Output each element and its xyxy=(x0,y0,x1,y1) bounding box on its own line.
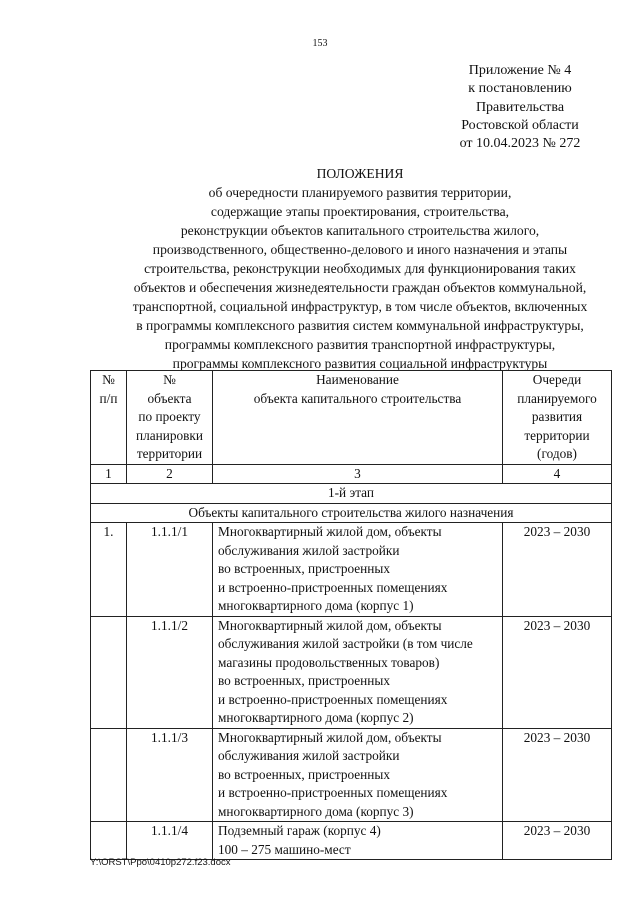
name-line: многоквартирного дома (корпус 3) xyxy=(218,803,414,819)
name-line: Многоквартирный жилой дом, объекты xyxy=(218,524,442,539)
column-number: 2 xyxy=(127,464,213,484)
name-line: обслуживания жилой застройки xyxy=(218,748,400,763)
title-line: программы комплексного развития социальной инфраструктуры xyxy=(172,356,548,371)
name-line: 100 – 275 машино-мест xyxy=(218,841,351,857)
header-line: территории xyxy=(524,427,590,443)
row-code: 1.1.1/1 xyxy=(127,523,213,617)
header-index xyxy=(91,371,127,465)
header-line: планируемого xyxy=(517,390,597,406)
name-line: Подземный гараж (корпус 4) xyxy=(218,823,381,838)
appendix-line: Приложение № 4 xyxy=(468,63,572,78)
column-number: 3 xyxy=(213,464,503,484)
column-number: 1 xyxy=(91,464,127,484)
name-line: многоквартирного дома (корпус 2) xyxy=(218,710,414,725)
section-row xyxy=(91,503,612,523)
row-period: 2023 – 2030 xyxy=(503,728,612,822)
row-code: 1.1.1/2 xyxy=(127,616,213,728)
title-line: реконструкции объектов капитального строительства жилого, xyxy=(180,223,540,238)
title-line: транспортной, социальной инфраструктур, в том числе объектов, включенных xyxy=(132,299,588,314)
header-line: Наименование xyxy=(316,372,399,387)
row-index xyxy=(91,616,127,728)
file-path-footer: Y:\ORST\Ppo\0410p272.f23.docx xyxy=(90,857,231,868)
row-name xyxy=(213,822,503,860)
stage-row xyxy=(91,484,612,504)
name-line: во встроенных, пристроенных xyxy=(218,673,390,688)
column-number-row xyxy=(91,464,612,484)
header-object-name xyxy=(213,371,503,465)
row-code: 1.1.1/3 xyxy=(127,728,213,822)
title-line: об очередности планируемого развития территории, xyxy=(208,185,512,200)
row-period: 2023 – 2030 xyxy=(503,616,612,728)
page-number: 153 xyxy=(312,38,328,49)
name-line: и встроенно-пристроенных помещениях xyxy=(218,691,448,707)
header-line: (годов) xyxy=(537,446,577,461)
title-line: производственного, общественно-делового и иного назначения и этапы xyxy=(152,242,568,257)
stage-label: 1-й этап xyxy=(91,484,612,504)
title-line: содержащие этапы проектирования, строительства, xyxy=(210,204,510,219)
table-header-row xyxy=(91,371,612,465)
objects-table xyxy=(90,370,612,860)
title-line: программы комплексного развития транспортной инфраструктуры, xyxy=(164,337,556,352)
row-name xyxy=(213,523,503,617)
row-period: 2023 – 2030 xyxy=(503,523,612,617)
header-line: развития xyxy=(531,409,583,424)
header-line: Очереди xyxy=(532,372,582,387)
header-line: территории xyxy=(136,446,203,461)
row-code: 1.1.1/4 xyxy=(127,822,213,860)
document-title xyxy=(80,164,640,373)
row-index: 1. xyxy=(91,523,127,617)
header-line: планировки xyxy=(135,427,204,443)
appendix-line: к постановлению xyxy=(468,81,572,97)
table-row xyxy=(91,523,612,617)
appendix-line: Правительства xyxy=(475,99,565,115)
name-line: во встроенных, пристроенных xyxy=(218,766,390,782)
row-index xyxy=(91,822,127,860)
header-line: № xyxy=(163,372,176,387)
row-period: 2023 – 2030 xyxy=(503,822,612,860)
name-line: магазины продовольственных товаров) xyxy=(218,654,440,670)
name-line: обслуживания жилой застройки xyxy=(218,542,400,558)
name-line: Многоквартирный жилой дом, объекты xyxy=(218,729,442,745)
appendix-block xyxy=(440,62,600,153)
title-line: объектов и обеспечения жизнедеятельности граждан объектов коммунальной, xyxy=(133,280,587,295)
name-line: и встроенно-пристроенных помещениях xyxy=(218,579,448,595)
title-line: в программы комплексного развития систем коммунальной инфраструктуры, xyxy=(136,318,584,333)
row-index xyxy=(91,728,127,822)
header-line: по проекту xyxy=(138,409,201,424)
name-line: во встроенных, пристроенных xyxy=(218,561,390,576)
header-object-code xyxy=(127,371,213,465)
row-name xyxy=(213,616,503,728)
appendix-line: Ростовской области xyxy=(461,117,579,133)
name-line: и встроенно-пристроенных помещениях xyxy=(218,785,448,800)
name-line: многоквартирного дома (корпус 1) xyxy=(218,598,414,613)
column-number: 4 xyxy=(503,464,612,484)
title-caption: ПОЛОЖЕНИЯ xyxy=(316,166,404,181)
table-row xyxy=(91,616,612,728)
section-label: Объекты капитального строительства жилого назначения xyxy=(91,503,612,523)
header-line: объекта xyxy=(147,390,192,406)
name-line: Многоквартирный жилой дом, объекты xyxy=(218,617,442,633)
name-line: обслуживания жилой застройки (в том числе xyxy=(218,636,473,651)
header-line: № xyxy=(102,372,115,387)
header-line: объекта капитального строительства xyxy=(253,390,462,406)
table-row xyxy=(91,728,612,822)
header-period xyxy=(503,371,612,465)
appendix-line: от 10.04.2023 № 272 xyxy=(459,136,581,152)
row-name xyxy=(213,728,503,822)
title-line: строительства, реконструкции необходимых для функционирования таких xyxy=(144,261,576,276)
table-row xyxy=(91,822,612,860)
header-line: п/п xyxy=(99,390,118,406)
